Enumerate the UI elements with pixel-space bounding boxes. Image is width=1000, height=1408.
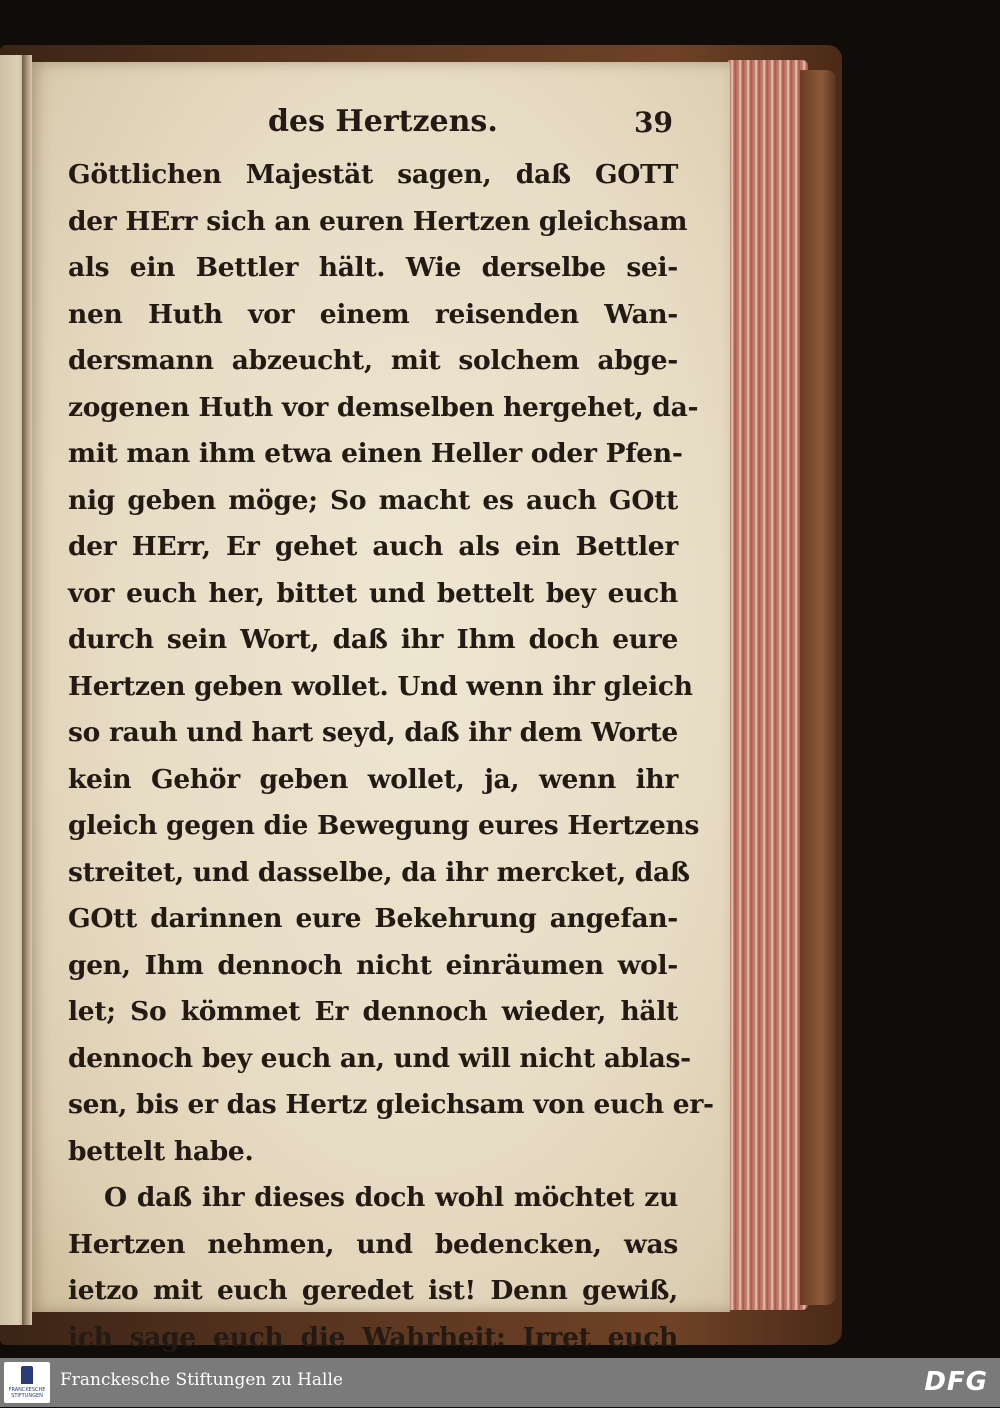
text-line: sen, bis er das Hertz gleichsam von euch er- — [68, 1089, 714, 1120]
text-line: Hertzen geben wollet. Und wenn ihr gleich — [68, 670, 693, 702]
page-edges — [728, 60, 808, 1310]
text-line: durch sein Wort, daß ihr Ihm doch eure — [68, 624, 678, 655]
logo-text: FRANCKESCHE STIFTUNGEN — [8, 1387, 46, 1399]
text-line: O daß ihr dieses doch wohl möchtet zu — [104, 1182, 678, 1213]
book-spine-edge — [800, 70, 836, 1305]
building-icon — [21, 1366, 33, 1384]
text-line: so rauh und hart seyd, daß ihr dem Worte — [68, 717, 678, 748]
text-line: streitet, und dasselbe, da ihr mercket, daß — [68, 856, 690, 888]
text-line: vor euch her, bittet und bettelt bey euch — [68, 577, 678, 609]
text-line: bettelt habe. — [68, 1135, 254, 1167]
text-line: dennoch bey euch an, und will nicht ablas- — [68, 1042, 691, 1074]
text-line: ich sage euch die Wahrheit: Irret euch — [68, 1321, 678, 1353]
text-line: dersmann abzeucht, mit solchem abge- — [68, 345, 678, 376]
text-line: GOtt darinnen eure Bekehrung angefan- — [68, 903, 678, 934]
text-line: nig geben möge; So macht es auch GOtt — [68, 484, 678, 516]
header-title: des Hertzens. — [268, 104, 498, 139]
page-number: 39 — [634, 106, 673, 139]
institution-name[interactable]: Franckesche Stiftungen zu Halle — [60, 1370, 343, 1390]
text-line: kein Gehör geben wollet, ja, wenn ihr — [68, 763, 678, 795]
text-line: let; So kömmet Er dennoch wieder, hält — [68, 996, 678, 1027]
text-line: ietzo mit euch geredet ist! Denn gewiß, — [68, 1275, 678, 1306]
institution-logo[interactable] — [4, 1362, 50, 1403]
text-line: Göttlichen Majestät sagen, daß GOTT — [68, 159, 678, 190]
text-line: der HErr, Er gehet auch als ein Bettler — [68, 531, 678, 562]
dfg-logo[interactable]: DFG — [924, 1367, 988, 1397]
text-line: Hertzen nehmen, und bedencken, was — [68, 1228, 678, 1260]
text-line: mit man ihm etwa einen Heller oder Pfen- — [68, 438, 683, 469]
footer-bar — [0, 1358, 1000, 1407]
running-header — [68, 100, 678, 152]
text-line: als ein Bettler hält. Wie derselbe sei- — [68, 252, 678, 283]
text-line: zogenen Huth vor demselben hergehet, da- — [68, 391, 699, 423]
text-line: gen, Ihm dennoch nicht einräumen wol- — [68, 949, 678, 981]
page-gutter — [22, 55, 32, 1325]
text-line: der HErr sich an euren Hertzen gleichsam — [68, 205, 688, 237]
page-text — [68, 100, 714, 1408]
text-line: nen Huth vor einem reisenden Wan- — [68, 298, 678, 330]
text-line: gleich gegen die Bewegung eures Hertzens — [68, 810, 700, 841]
